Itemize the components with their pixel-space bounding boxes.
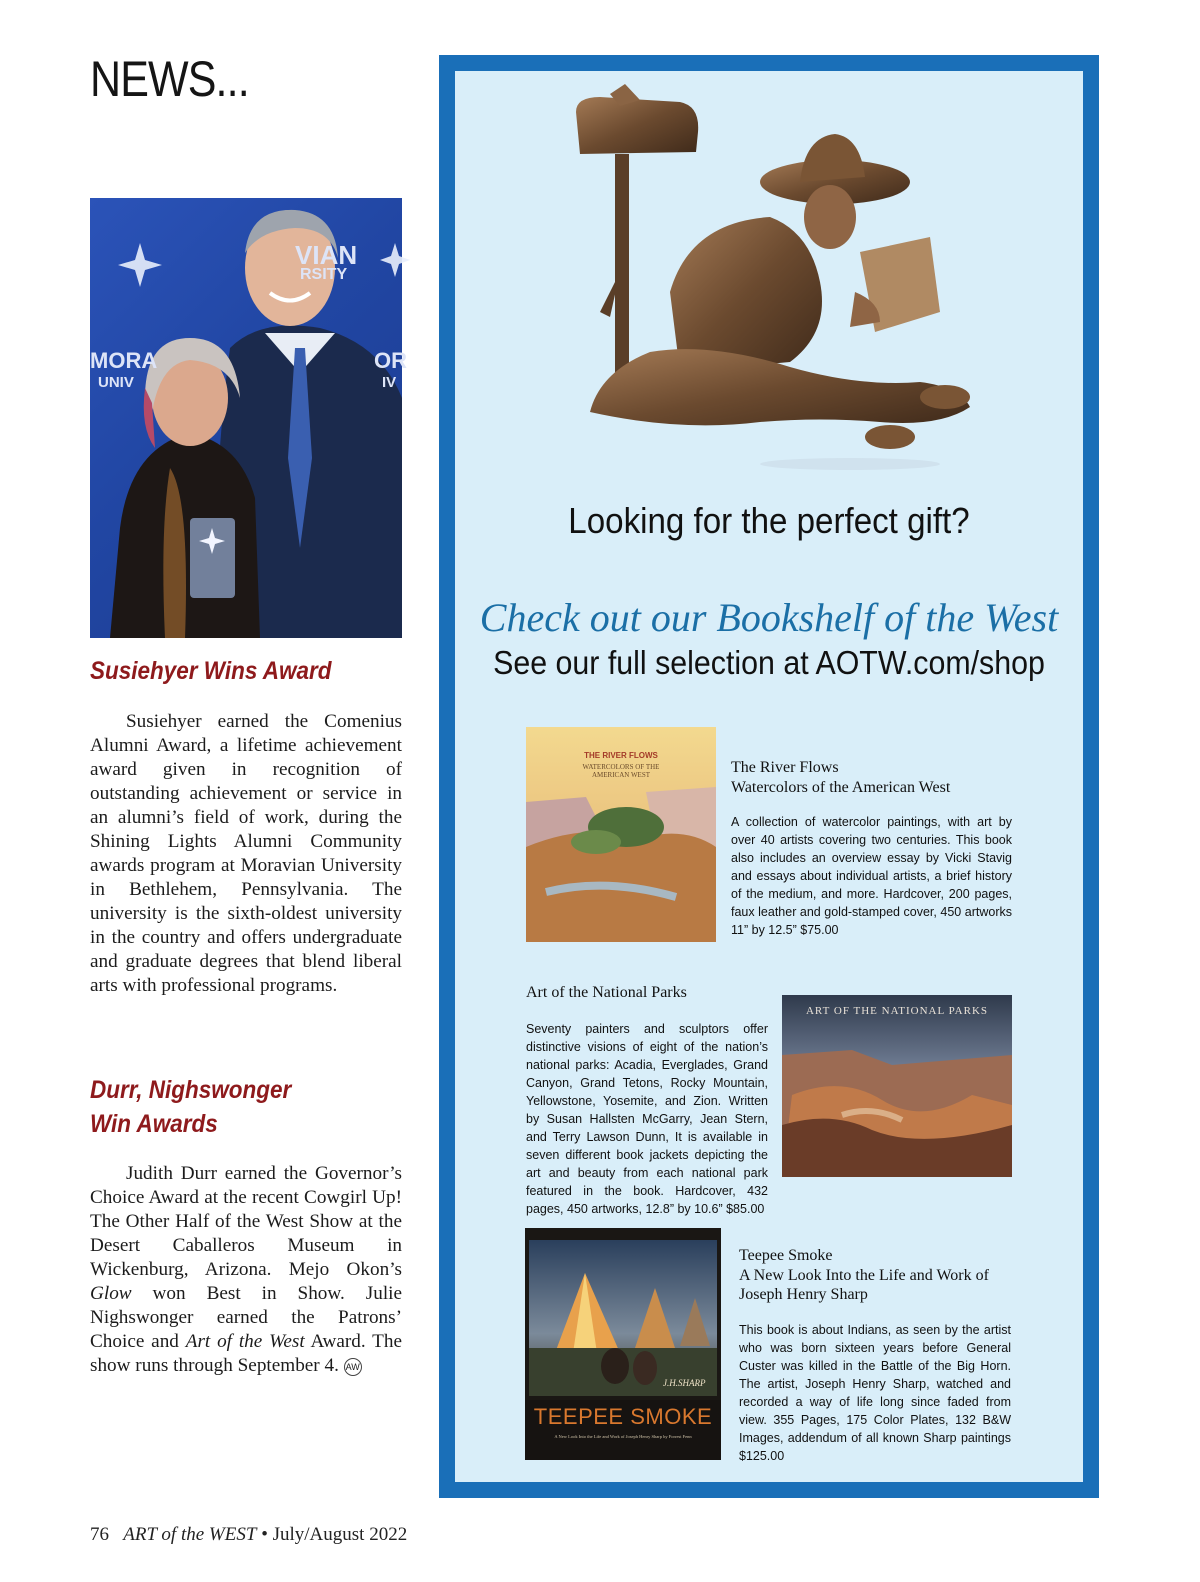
body-segment: Judith Durr earned the Governor’s Choice Award at the recent Cowgirl Up! The Other Half of the West Show at the Desert Caballeros Museum in Wickenburg, Arizona. Mejo Okon’s <box>90 1163 402 1280</box>
book-title: Art of the National Parks <box>526 984 687 1001</box>
backdrop-text: MORA <box>90 348 158 373</box>
title-line: Joseph Henry Sharp <box>739 1286 868 1303</box>
backdrop-text: VIAN <box>295 240 358 270</box>
title-line: The River Flows <box>731 759 839 776</box>
title-line: Watercolors of the American West <box>731 778 951 796</box>
backdrop-text: OR <box>374 348 407 373</box>
magazine-name: ART of the WEST <box>123 1524 257 1545</box>
book-title <box>731 758 1021 797</box>
ad-shop-link[interactable]: See our full selection at AOTW.com/shop <box>493 644 1045 681</box>
backdrop-text: IV <box>382 374 397 391</box>
headline-line: Durr, Nighswonger <box>90 1076 292 1104</box>
section-label: NEWS... <box>90 51 249 107</box>
page-number: 76 <box>90 1524 109 1545</box>
footer-separator: • <box>261 1524 268 1545</box>
cover-title: TEEPEE SMOKE <box>533 1404 713 1429</box>
cover-subtitle: WATERCOLORS OF THE AMERICAN WEST <box>582 763 660 779</box>
cover-title: THE RIVER FLOWS <box>584 751 658 760</box>
book-description: Seventy painters and sculptors offer distinctive visions of eight of the nation’s national parks: Acadia, Everglades, Grand Canyon, Grand Tetons, Rocky Mountain, Yellowstone, Yosemite, and Zion. Written by Susan Hallsten McGarry, Jean Stern, and Terry Lawson Dunn, It is available in seven different book jackets depicting the art and beauty from each national park featured in the book. Hardcover, 432 pages, 450 artworks, 12.8” by 10.6” $85.00 <box>526 1022 768 1216</box>
book-cover-national-parks[interactable] <box>782 995 1012 1177</box>
article-headline <box>90 1073 291 1141</box>
end-mark: AW <box>344 1358 362 1376</box>
book-cover-river-flows[interactable] <box>526 727 716 942</box>
title-line: Teepee Smoke <box>739 1247 833 1264</box>
award-photo <box>90 198 407 638</box>
page-footer <box>90 1524 407 1546</box>
ad-headline: Looking for the perfect gift? <box>568 500 970 541</box>
book-cover-teepee-smoke[interactable] <box>525 1228 721 1460</box>
cover-signature: J.H.SHARP <box>663 1378 706 1388</box>
book-description: A collection of watercolor paintings, with art by over 40 artists covering two centuries. This book also includes an overview essay by Vicki Stavig and essays about individual artists, a brief history of the medium, and more. Hardcover, 200 pages, faux leather and gold-stamped cover, 450 artworks 11” by 12.5” $75.00 <box>731 815 1012 937</box>
article-headline: Susiehyer Wins Award <box>90 657 332 685</box>
artwork-title: Glow <box>90 1283 132 1304</box>
title-line: A New Look Into the Life and Work of <box>739 1266 989 1284</box>
book-cover-art <box>782 995 1012 1177</box>
book-description: This book is about Indians, as seen by the artist who was born sixteen years before General Custer was killed in the Battle of the Big Horn. The artist, Joseph Henry Sharp, watched and recorded a way of life long since faded from view. 355 Pages, 175 Color Plates, 132 B&W Images, addendum of all known Sharp paintings $125.00 <box>739 1323 1011 1463</box>
backdrop-text: RSITY <box>300 266 348 283</box>
backdrop-text: UNIV <box>98 374 134 391</box>
book-title <box>739 1246 1029 1305</box>
cover-subtitle: A New Look Into the Life and Work of Joseph Henry Sharp by Forrest Fenn <box>554 1434 692 1439</box>
cover-title: ART OF THE NATIONAL PARKS <box>805 1005 989 1017</box>
article-body: Susiehyer earned the Comenius Alumni Award, a lifetime achievement award given in recognition of outstanding achievement or service in an alumni’s field of work, during the Shining Lights Alumni Community awards program at Moravian University in Bethlehem, Pennsylvania. The university is the sixth-oldest university in the country and offers undergraduate and graduate degrees that blend liberal arts with professional programs. <box>90 711 402 996</box>
body-segment: won Best in Show. Julie Nighswonger earned the Patrons’ Choice and <box>90 1283 402 1352</box>
ad-tagline: Check out our Bookshelf of the West <box>479 595 1059 640</box>
award-name: Art of the West <box>185 1331 305 1352</box>
headline-line: Win Awards <box>90 1110 218 1138</box>
issue-date: July/August 2022 <box>272 1524 408 1545</box>
article-body <box>90 1162 402 1378</box>
body-segment: Award. The show runs through September 4. <box>90 1331 403 1376</box>
bronze-sculpture-image <box>560 92 980 472</box>
